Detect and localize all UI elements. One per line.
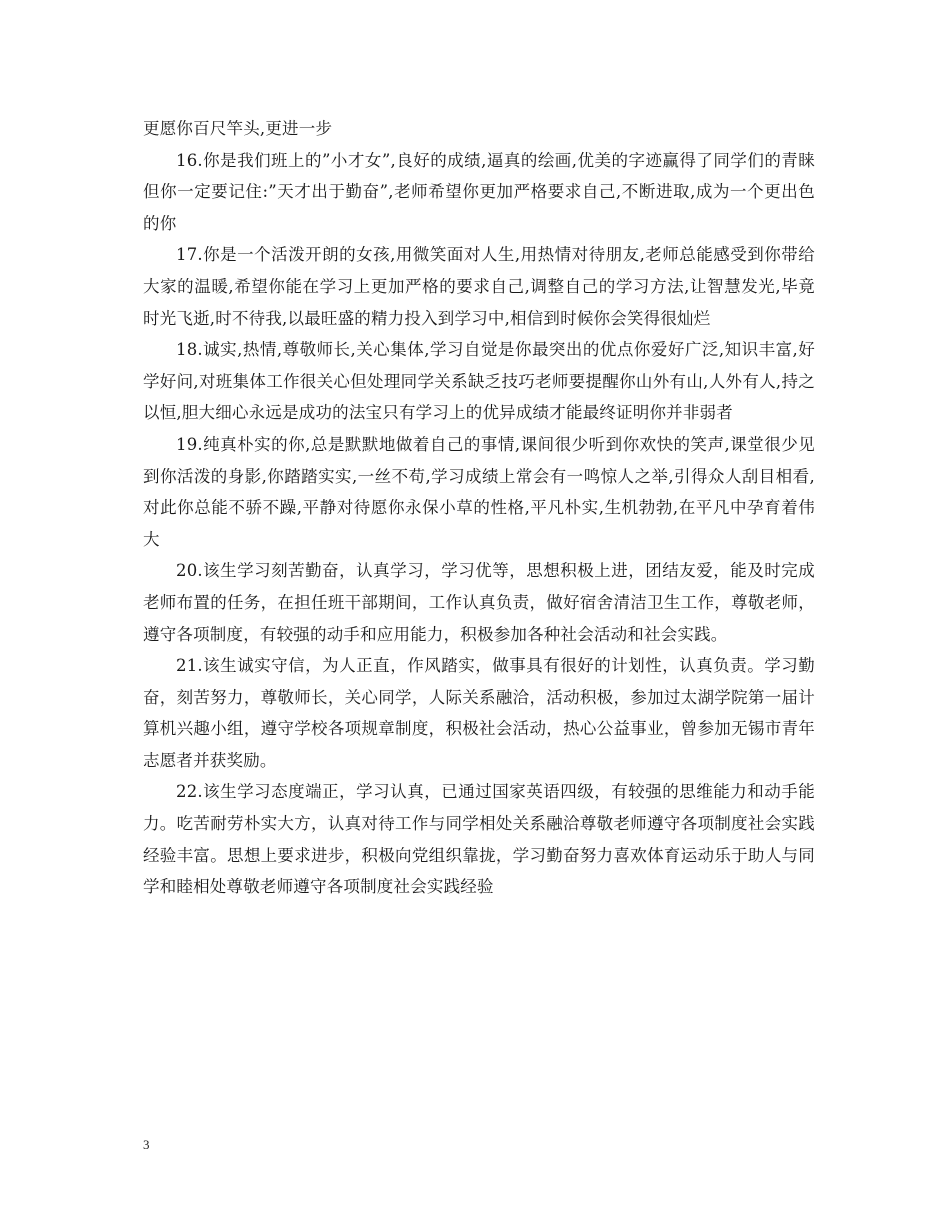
paragraph-17: 17.你是一个活泼开朗的女孩,用微笑面对人生,用热情对待朋友,老师总能感受到你带给大家的温暖,希望你能在学习上更加严格的要求自己,调整自己的学习方法,让智慧发光,毕竟时光飞逝,时不待我,以最旺盛的精力投入到学习中,相信到时候你会笑得很灿烂 [143,245,815,328]
paragraph-19: 19.纯真朴实的你,总是默默地做着自己的事情,课间很少听到你欢快的笑声,课堂很少见到你活泼的身影,你踏踏实实,一丝不苟,学习成绩上常会有一鸣惊人之举,引得众人刮目相看,对此你总能不骄不躁,平静对待愿你永保小草的性格,平凡朴实,生机勃勃,在平凡中孕育着伟大 [143,434,815,549]
paragraph-22: 22.该生学习态度端正，学习认真，已通过国家英语四级，有较强的思维能力和动手能力。吃苦耐劳朴实大方，认真对待工作与同学相处关系融洽尊敬老师遵守各项制度社会实践经验丰富。思想上要求进步，积极向党组织靠拢，学习勤奋努力喜欢体育运动乐于助人与同学和睦相处尊敬老师遵守各项制度社会实践经验 [143,782,815,897]
paragraph-15-continuation: 更愿你百尺竿头,更进一步 [143,119,333,138]
paragraph-16: 16.你是我们班上的”小才女”,良好的成绩,逼真的绘画,优美的字迹赢得了同学们的青睐但你一定要记住:”天才出于勤奋”,老师希望你更加严格要求自己,不断进取,成为一个更出色的你 [143,150,815,233]
paragraph-18: 18.诚实,热情,尊敬师长,关心集体,学习自觉是你最突出的优点你爱好广泛,知识丰富,好学好问,对班集体工作很关心但处理同学关系缺乏技巧老师要提醒你山外有山,人外有人,持之以恒,胆大细心永远是成功的法宝只有学习上的优异成绩才能最终证明你并非弱者 [143,340,815,423]
paragraph-20: 20.该生学习刻苦勤奋，认真学习，学习优等，思想积极上进，团结友爱，能及时完成老师布置的任务，在担任班干部期间，工作认真负责，做好宿舍清洁卫生工作，尊敬老师，遵守各项制度，有较强的动手和应用能力，积极参加各种社会活动和社会实践。 [143,561,815,644]
document-body [143,113,815,903]
paragraph-21: 21.该生诚实守信，为人正直，作风踏实，做事具有很好的计划性，认真负责。学习勤奋，刻苦努力，尊敬师长，关心同学，人际关系融洽，活动积极，参加过太湖学院第一届计算机兴趣小组，遵守学校各项规章制度，积极社会活动，热心公益事业，曾参加无锡市青年志愿者并获奖励。 [143,656,815,770]
page-number: 3 [143,1137,150,1152]
